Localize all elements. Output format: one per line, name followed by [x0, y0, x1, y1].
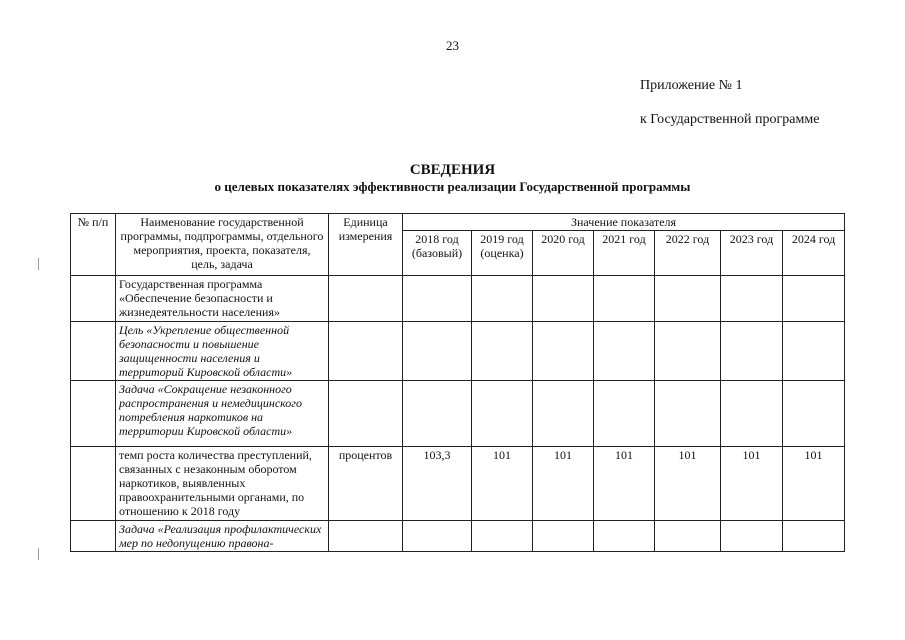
table-row [71, 276, 845, 322]
row-value [655, 381, 721, 447]
row-value: 101 [594, 447, 655, 521]
row-value [594, 381, 655, 447]
appendix-subtitle: к Государственной программе [640, 112, 820, 127]
row-number [71, 447, 116, 521]
header-year: 2018 год (базовый) [403, 231, 472, 276]
row-value [403, 276, 472, 322]
row-value [403, 521, 472, 552]
table-row [71, 521, 845, 552]
appendix-title: Приложение № 1 [640, 78, 743, 93]
row-value [783, 276, 845, 322]
header-year: 2020 год [533, 231, 594, 276]
row-value [472, 276, 533, 322]
row-number [71, 521, 116, 552]
row-unit [329, 322, 403, 381]
document-title: СВЕДЕНИЯ [409, 162, 496, 178]
row-value [533, 381, 594, 447]
row-number [71, 276, 116, 322]
header-name: Наименование государственной программы, подпрограммы, отдельного мероприятия, проекта, показателя, цель, задача [116, 214, 329, 276]
row-value: 101 [783, 447, 845, 521]
row-unit [329, 276, 403, 322]
row-number [71, 381, 116, 447]
row-name: Государственная программа «Обеспечение безопасности и жизнедеятельности населения» [116, 276, 329, 322]
row-value: 101 [533, 447, 594, 521]
row-value: 101 [472, 447, 533, 521]
row-value [721, 276, 783, 322]
row-value [533, 521, 594, 552]
row-value: 103,3 [403, 447, 472, 521]
row-value [594, 521, 655, 552]
row-value [783, 381, 845, 447]
row-value [721, 521, 783, 552]
row-name: Цель «Укрепление общественной безопасности и повышение защищенности населения и территорий Кировской области» [116, 322, 329, 381]
row-value [403, 381, 472, 447]
row-value [533, 276, 594, 322]
row-name: темп роста количества преступлений, связанных с незаконным оборотом наркотиков, выявленных правоохранительными органами, по отношению к 2018 году [116, 447, 329, 521]
row-value [783, 322, 845, 381]
row-value [721, 322, 783, 381]
row-value: 101 [721, 447, 783, 521]
row-value [721, 381, 783, 447]
document-subtitle: о целевых показателях эффективности реализации Государственной программы [214, 179, 691, 194]
header-year: 2021 год [594, 231, 655, 276]
scan-edge-mark [38, 258, 39, 270]
row-unit [329, 521, 403, 552]
row-value [783, 521, 845, 552]
table-row [71, 381, 845, 447]
row-value [533, 322, 594, 381]
table-row [71, 447, 845, 521]
header-number: № п/п [71, 214, 116, 276]
header-year: 2023 год [721, 231, 783, 276]
row-value [594, 322, 655, 381]
row-value [472, 521, 533, 552]
row-unit [329, 381, 403, 447]
row-name: Задача «Сокращение незаконного распространения и немедицинского потребления наркотиков на территории Кировской области» [116, 381, 329, 447]
row-value [472, 381, 533, 447]
row-value [655, 322, 721, 381]
row-unit: процентов [329, 447, 403, 521]
row-value [403, 322, 472, 381]
table-row [71, 322, 845, 381]
row-value [472, 322, 533, 381]
indicators-table [70, 213, 845, 552]
header-value-group: Значение показателя [403, 214, 845, 231]
row-value: 101 [655, 447, 721, 521]
row-value [655, 521, 721, 552]
row-number [71, 322, 116, 381]
header-year: 2024 год [783, 231, 845, 276]
row-value [594, 276, 655, 322]
row-name: Задача «Реализация профилактических мер по недопущению правона- [116, 521, 329, 552]
page-number: 23 [446, 38, 459, 53]
scan-edge-mark [38, 548, 39, 560]
header-year: 2019 год (оценка) [472, 231, 533, 276]
header-row [71, 214, 845, 231]
header-year: 2022 год [655, 231, 721, 276]
header-unit: Единица измерения [329, 214, 403, 276]
row-value [655, 276, 721, 322]
